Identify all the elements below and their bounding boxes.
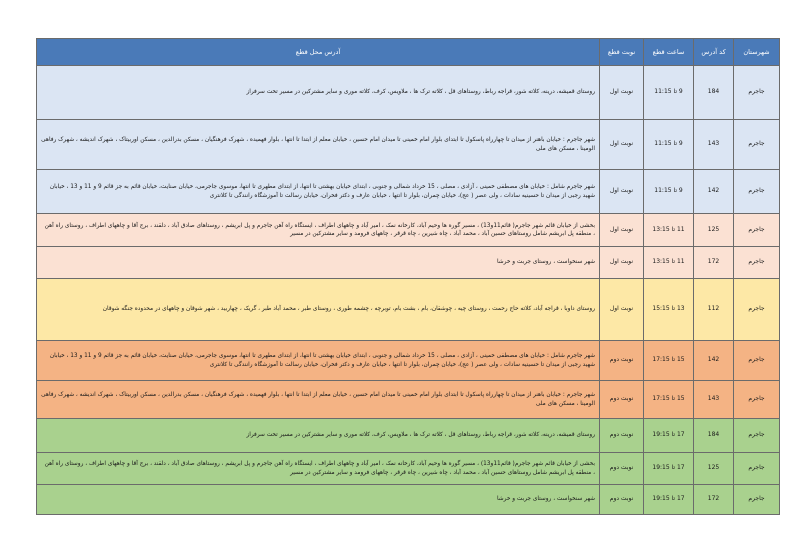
table-row	[37, 120, 780, 170]
table-row	[37, 214, 780, 247]
time-cell: 9 تا 11:15	[644, 66, 694, 120]
table-row	[37, 485, 780, 515]
table-row	[37, 279, 780, 341]
time-cell: 15 تا 17:15	[644, 381, 694, 419]
address-cell: شهر جاجرم : خیابان باهنر از میدان تا چهارراه پاسکول تا ابتدای بلوار امام خمینی تا میدان امام حسین ، خیابان معلم از ابتدا تا انتها ، بلوار فهمیده ، شهرک فرهنگیان ، مسکن بدرالدین ، مسکن اوربیتاک ، شهرک اندیشه ، شهرک رفاهی الومینا ، مسکن های ملی	[37, 120, 600, 170]
code-cell: 125	[694, 453, 734, 485]
header-time: ساعت قطع	[644, 39, 694, 66]
time-cell: 15 تا 17:15	[644, 341, 694, 381]
time-cell: 17 تا 19:15	[644, 419, 694, 453]
table-row	[37, 453, 780, 485]
county-cell: جاجرم	[734, 214, 780, 247]
county-cell: جاجرم	[734, 453, 780, 485]
time-cell: 9 تا 11:15	[644, 120, 694, 170]
turn-cell: نوبت اول	[600, 170, 644, 214]
address-cell: بخشی از خیابان قائم شهر جاجرم( قائم11و13) ، مسیر گوره ها وحیم آباد، کارخانه نمک ، امیر آباد و چاههای اطراف ، ایستگاه راه آهن جاجرم و پل ابریشم ، روستاهای صادق آباد ، دلقند ، برج آقا و چاههای اطراف ، روستای راه آهن ، منطقه پل ابریشم شامل روستاهای حسین آباد ، محمد آباد ، چاه شیرین ، چاه قرقر ، چاههای فرومد و سایر مشترکین در مسیر	[37, 453, 600, 485]
address-cell: روستای قمیشه، درینه، کلاته شور، قراجه رباط، روستاهای قل ، کلاته ترک ها ، ملاویس، کرف، کلاته موری و سایر مشترکین در مسیر تخت سرفراز	[37, 419, 600, 453]
turn-cell: نوبت دوم	[600, 419, 644, 453]
table-row	[37, 66, 780, 120]
code-cell: 172	[694, 485, 734, 515]
time-cell: 11 تا 13:15	[644, 214, 694, 247]
county-cell: جاجرم	[734, 485, 780, 515]
code-cell: 143	[694, 120, 734, 170]
address-cell: شهر جاجرم : خیابان باهنر از میدان تا چهارراه پاسکول تا ابتدای بلوار امام خمینی تا میدان امام حسین ، خیابان معلم از ابتدا تا انتها ، بلوار فهمیده ، شهرک فرهنگیان ، مسکن بدرالدین ، مسکن اوربیتاک ، شهرک اندیشه ، شهرک رفاهی الومینا ، مسکن های ملی	[37, 381, 600, 419]
code-cell: 172	[694, 247, 734, 279]
turn-cell: نوبت دوم	[600, 453, 644, 485]
table-header-row	[37, 39, 780, 66]
table-row	[37, 170, 780, 214]
county-cell: جاجرم	[734, 170, 780, 214]
time-cell: 17 تا 19:15	[644, 485, 694, 515]
address-cell: روستای قمیشه، درینه، کلاته شور، قراجه رباط، روستاهای قل ، کلاته ترک ها ، ملاویس، کرف، کلاته موری و سایر مشترکین در مسیر تخت سرفراز	[37, 66, 600, 120]
code-cell: 142	[694, 170, 734, 214]
outage-schedule-table	[36, 38, 780, 515]
outage-schedule-sheet	[36, 38, 780, 515]
code-cell: 112	[694, 279, 734, 341]
turn-cell: نوبت اول	[600, 214, 644, 247]
county-cell: جاجرم	[734, 279, 780, 341]
header-county: شهرستان	[734, 39, 780, 66]
address-cell: بخشی از خیابان قائم شهر جاجرم( قائم11و13) ، مسیر گوره ها وحیم آباد، کارخانه نمک ، امیر آباد و چاههای اطراف ، ایستگاه راه آهن جاجرم و پل ابریشم ، روستاهای صادق آباد ، دلقند ، برج آقا و چاههای اطراف ، روستای راه آهن ، منطقه پل ابریشم شامل روستاهای حسین آباد ، محمد آباد ، چاه شیرین ، چاه قرقر ، چاههای فرومد و سایر مشترکین در مسیر	[37, 214, 600, 247]
turn-cell: نوبت اول	[600, 66, 644, 120]
county-cell: جاجرم	[734, 66, 780, 120]
time-cell: 9 تا 11:15	[644, 170, 694, 214]
header-address: آدرس محل قطع	[37, 39, 600, 66]
time-cell: 13 تا 15:15	[644, 279, 694, 341]
code-cell: 142	[694, 341, 734, 381]
header-code: کد آدرس	[694, 39, 734, 66]
table-row	[37, 419, 780, 453]
county-cell: جاجرم	[734, 341, 780, 381]
header-turn: نوبت قطع	[600, 39, 644, 66]
table-row	[37, 247, 780, 279]
county-cell: جاجرم	[734, 381, 780, 419]
code-cell: 143	[694, 381, 734, 419]
turn-cell: نوبت دوم	[600, 341, 644, 381]
table-row	[37, 341, 780, 381]
code-cell: 125	[694, 214, 734, 247]
county-cell: جاجرم	[734, 419, 780, 453]
code-cell: 184	[694, 66, 734, 120]
address-cell: روستای داوبا ، قراجه آباد، کلاته حاج رحمت ، روستای چیه ، چوشقان، بام ، بشت بام، توبرچه ، چشمه طوری ، روستای طبر ، محمد آباد طبر ، گریک ، چهاربید ، شهر شوقان و چاههای در محدوده جنگه شوقان	[37, 279, 600, 341]
time-cell: 17 تا 19:15	[644, 453, 694, 485]
turn-cell: نوبت دوم	[600, 381, 644, 419]
address-cell: شهر سنخواست ، روستای جربت و خرشا	[37, 247, 600, 279]
time-cell: 11 تا 13:15	[644, 247, 694, 279]
turn-cell: نوبت اول	[600, 120, 644, 170]
address-cell: شهر جاجرم شامل : خیابان های مصطفی خمینی ، آزادی ، مصلی ، 15 خرداد شمالی و جنوبی ، ابتدای خیابان بهشتی تا انتها، از ابتدای مطهری تا انتها، موسوی جاجرمی، خیابان صنایت، خیابان قائم به جز قائم 9 و 11 و 13 ، خیابان شهید رجبی از میدان تا حسینیه سادات ، ولی عصر ( عج)، خیابان چمران، بلوار تا انتها ، خیابان عارف و دکتر فخران، خیابان رسالت تا آموزشگاه رانندگی تا کلانتری	[37, 170, 600, 214]
turn-cell: نوبت دوم	[600, 485, 644, 515]
code-cell: 184	[694, 419, 734, 453]
turn-cell: نوبت اول	[600, 247, 644, 279]
address-cell: شهر سنخواست ، روستای جربت و خرشا	[37, 485, 600, 515]
county-cell: جاجرم	[734, 120, 780, 170]
table-row	[37, 381, 780, 419]
county-cell: جاجرم	[734, 247, 780, 279]
turn-cell: نوبت اول	[600, 279, 644, 341]
address-cell: شهر جاجرم شامل : خیابان های مصطفی خمینی ، آزادی ، مصلی ، 15 خرداد شمالی و جنوبی ، ابتدای خیابان بهشتی تا انتها، از ابتدای مطهری تا انتها، موسوی جاجرمی، خیابان صنایت، خیابان قائم به جز قائم 9 و 11 و 13 ، خیابان شهید رجبی از میدان تا حسینیه سادات ، ولی عصر ( عج)، خیابان چمران، بلوار تا انتها ، خیابان عارف و دکتر فخران، خیابان رسالت تا آموزشگاه رانندگی تا کلانتری	[37, 341, 600, 381]
table-body	[37, 66, 780, 515]
